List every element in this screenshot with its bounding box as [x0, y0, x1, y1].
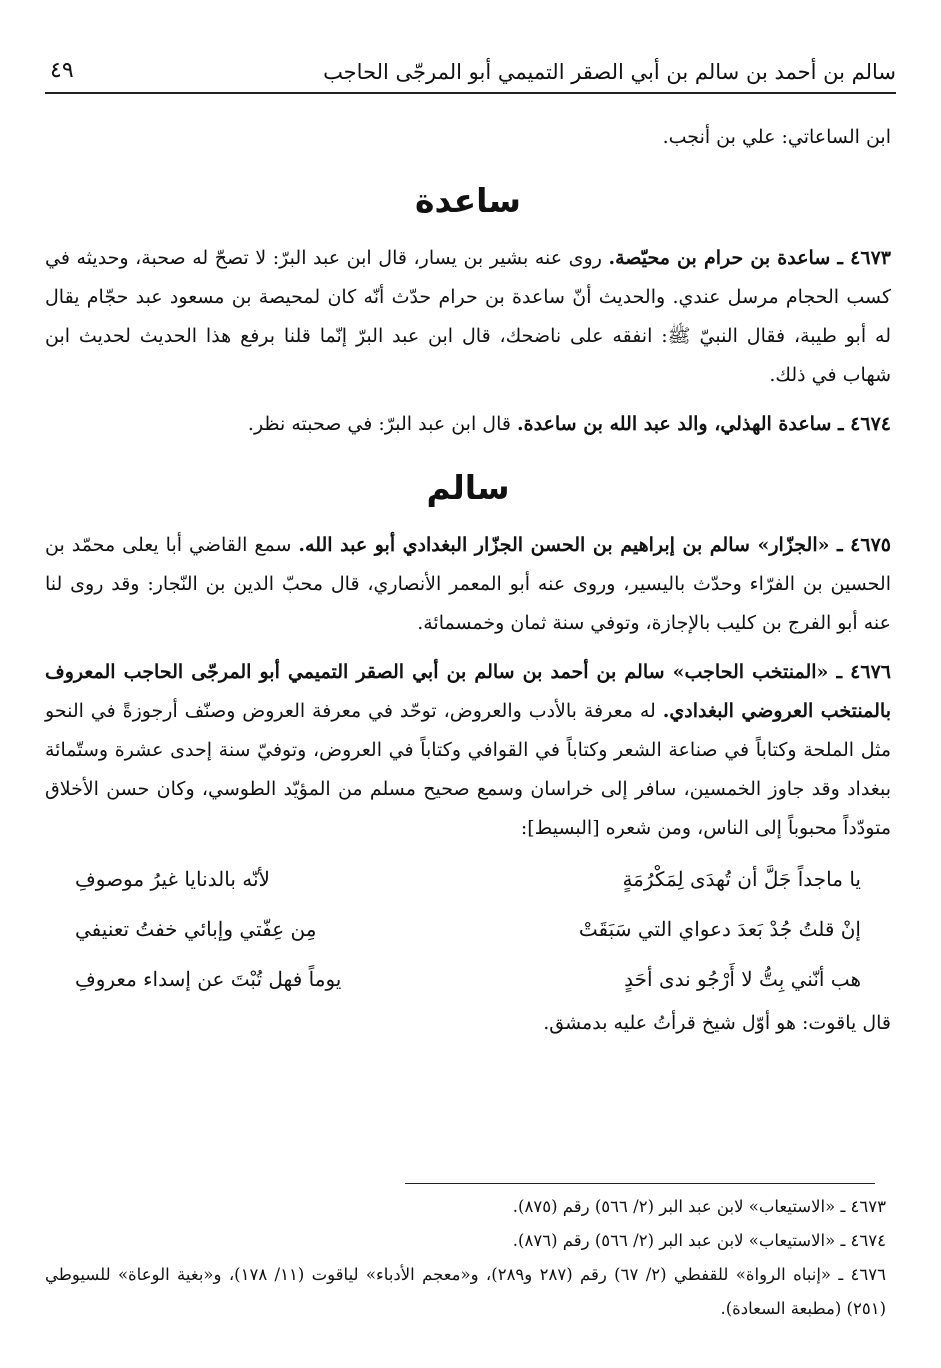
footnote: ٤٦٧٣ ـ «الاستيعاب» لابن عبد البر (٢/ ٥٦٦) رقم (٨٧٥).: [512, 1197, 886, 1216]
entry-4676-heading: ٤٦٧٦ ـ «المنتخب الحاجب» سالم بن أحمد بن سالم بن أبي الصقر التميمي أبو المرجّى الحاجب المعروف بالمنتخب العروضي البغدادي.: [45, 661, 891, 722]
poem: [75, 854, 861, 1004]
entry-4674: [45, 405, 891, 444]
footnote: ٤٦٧٤ ـ «الاستيعاب» لابن عبد البر (٢/ ٥٦٦) رقم (٨٧٦).: [512, 1231, 886, 1250]
entry-4675-heading: ٤٦٧٥ ـ «الجزّار» سالم بن إبراهيم بن الحسن الجزّار البغدادي أبو عبد الله.: [298, 534, 891, 556]
section-title-saida: ساعدة: [415, 181, 521, 220]
after-poem-line: قال ياقوت: هو أوّل شيخ قرأتُ عليه بدمشق.: [543, 1012, 891, 1034]
entry-4673-text: روى عنه بشير بن يسار، قال ابن عبد البرّ: لا تصحّ له صحبة، وحديثه في كسب الحجام مرسل عندي. والحديث أنّ ساعدة بن حرام حدّث أنّه كان لمحيصة بن مسعود عبد حجّام يقال له أبو طيبة، فقال النبيّ ﷺ: انفقه على ناضحك، قال ابن عبد البرّ إنّما قلنا برفع هذا الحديث لحديث ابن شهاب في ذلك.: [45, 247, 891, 386]
header-rule: [45, 92, 896, 94]
entry-4675: [45, 526, 891, 643]
page-number: ٤٩: [50, 58, 74, 83]
footnote-rule: [405, 1183, 875, 1184]
poem-verse: [75, 954, 861, 1004]
intro-line: ابن الساعاتي: علي بن أنجب.: [662, 126, 891, 148]
section-title-salim: سالم: [426, 468, 510, 507]
poem-verse: [75, 904, 861, 954]
page-body: [45, 118, 891, 1043]
footnote: ٤٦٧٦ ـ «إنباه الرواة» للقفطي (٢/ ٦٧) رقم (٢٨٧ و٢٨٩)، و«معجم الأدباء» لياقوت (١١/ ١٧٨)، و«بغية الوعاة» للسيوطي (٢٥١) (مطبعة السعادة).: [45, 1265, 886, 1318]
poem-verse-second-half: يوماً فهل تُبْتَ عن إسداء معروفِ: [75, 967, 342, 991]
entry-4674-heading: ٤٦٧٤ ـ ساعدة الهذلي، والد عبد الله بن ساعدة.: [517, 413, 891, 435]
poem-verse: [75, 854, 861, 904]
poem-verse-first-half: هب أنّني بِتُّ لا أَرْجُو ندى أحَدٍ: [624, 967, 861, 991]
running-header: [45, 58, 896, 92]
poem-verse-first-half: إنْ قلتُ جُدْ بَعدَ دعواي التي سَبَقَتْ: [578, 917, 861, 941]
poem-verse-first-half: يا ماجداً جَلَّ أن تُهدَى لِمَكْرُمَةٍ: [622, 867, 861, 891]
footnotes: [45, 1190, 886, 1326]
entry-4675-text: سمع القاضي أبا يعلى محمّد بن الحسين بن الفرّاء وحدّث باليسير، وروى عنه أبو المعمر الأنصاري، قال محبّ الدين بن النّجار: وقد روى لنا عنه أبو الفرج بن كليب بالإجازة، وتوفي سنة ثمان وخمسمائة.: [45, 534, 891, 634]
entry-4673-heading: ٤٦٧٣ ـ ساعدة بن حرام بن محيّصة.: [608, 247, 891, 269]
entry-4674-text: قال ابن عبد البرّ: في صحبته نظر.: [247, 413, 517, 435]
running-header-title: سالم بن أحمد بن سالم بن أبي الصقر التميمي أبو المرجّى الحاجب: [323, 60, 896, 84]
poem-verse-second-half: مِن عِفّتي وإبائي خفتُ تعنيفي: [75, 917, 317, 941]
entry-4676-text: له معرفة بالأدب والعروض، توحّد في معرفة العروض وصنّف أرجوزةً في النحو مثل الملحة وكتاباً في صناعة الشعر وكتاباً في القوافي وكتاباً في العروض، وتوفيّ سنة إحدى عشرة وستّمائة ببغداد وقد جاوز الخمسين، سافر إلى خراسان وسمع صحيح مسلم من المؤيّد الطوسي، وكان حسن الأخلاق متودّداً محبوباً إلى الناس، ومن شعره [البسيط]:: [45, 700, 891, 839]
poem-verse-second-half: لأنّه بالدنايا غيرُ موصوفِ: [75, 867, 270, 891]
entry-4673: [45, 239, 891, 395]
entry-4676: [45, 653, 891, 848]
